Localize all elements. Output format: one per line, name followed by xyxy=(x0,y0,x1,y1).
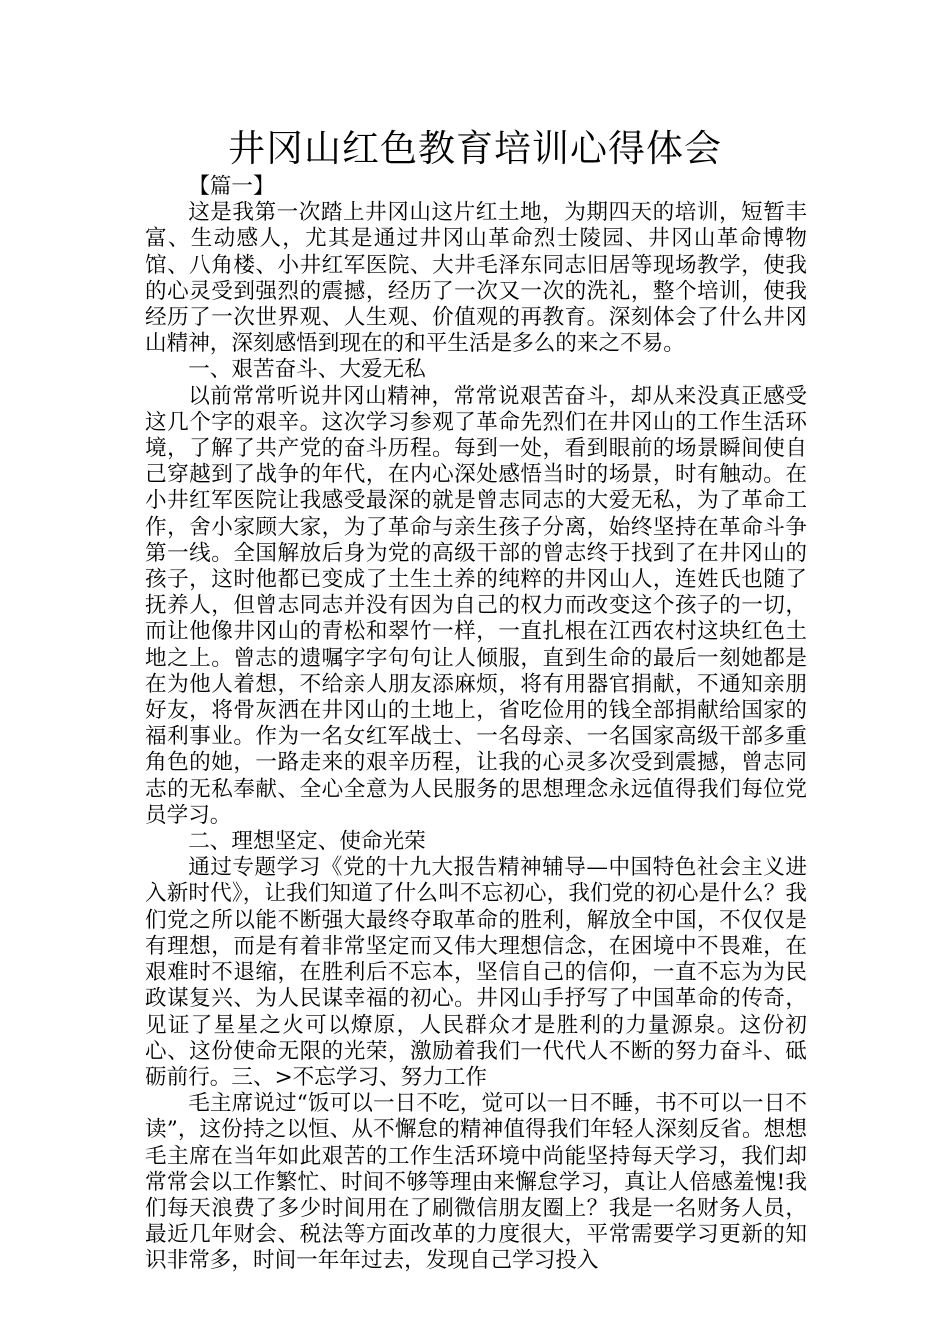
body-paragraph: 这是我第一次踏上井冈山这片红土地，为期四天的培训，短暂丰富、生动感人，尤其是通过井冈山革命烈士陵园、井冈山革命博物馆、八角楼、小井红军医院、大井毛泽东同志旧居等现场教学，使我的心灵受到强烈的震撼，经历了一次又一次的洗礼，整个培训，使我经历了一次世界观、人生观、价值观的再教育。深刻体会了什么井冈山精神，深刻感悟到现在的和平生活是多么的来之不易。 xyxy=(145,200,807,357)
section-heading: 二、理想坚定、使命光荣 xyxy=(188,829,426,855)
document-title: 井冈山红色教育培训心得体会 xyxy=(228,127,722,170)
body-paragraph: 毛主席说过“饭可以一日不吃，觉可以一日不睡，书不可以一日不读”，这份持之以恒、从不懈怠的精神值得我们年轻人深刻反省。想想毛主席在当年如此艰苦的工作生活环境中尚能坚持每天学习，我们却常常会以工作繁忙、时间不够等理由来懈怠学习，真让人倍感羞愧!我们每天浪费了多少时间用在了刷微信朋友圈上？我是一名财务人员，最近几年财会、税法等方面改革的力度很大，平常需要学习更新的知识非常多，时间一年年过去，发现自己学习投入 xyxy=(145,1091,807,1274)
section-label: 【篇一】 xyxy=(188,174,275,199)
body-paragraph: 以前常常听说井冈山精神，常常说艰苦奋斗，却从来没真正感受这几个字的艰辛。这次学习参观了革命先烈们在井冈山的工作生活环境，了解了共产党的奋斗历程。每到一处，看到眼前的场景瞬间使自己穿越到了战争的年代，在内心深处感悟当时的场景，时有触动。在小井红军医院让我感受最深的就是曾志同志的大爱无私，为了革命工作，舍小家顾大家，为了革命与亲生孩子分离，始终坚持在革命斗争第一线。全国解放后身为党的高级干部的曾志终于找到了在井冈山的孩子，这时他都已变成了土生土养的纯粹的井冈山人，连姓氏也随了抚养人，但曾志同志并没有因为自己的权力而改变这个孩子的一切，而让他像井冈山的青松和翠竹一样，一直扎根在江西农村这块红色土地之上。曾志的遗嘱字字句句让人倾服，直到生命的最后一刻她都是在为他人着想，不给亲人朋友添麻烦，将有用器官捐献，不通知亲朋好友，将骨灰洒在井冈山的土地上，省吃俭用的钱全部捐献给国家的福利事业。作为一名女红军战士、一名母亲、一名国家高级干部多重角色的她，一路走来的艰辛历程，让我的心灵多次受到震撼，曾志同志的无私奉献、全心全意为人民服务的思想理念永远值得我们每位党员学习。 xyxy=(145,383,807,828)
body-paragraph: 通过专题学习《党的十九大报告精神辅导—中国特色社会主义进入新时代》，让我们知道了什么叫不忘初心，我们党的初心是什么？我们党之所以能不断强大最终夺取革命的胜利，解放全中国，不仅仅是有理想，而是有着非常坚定而又伟大理想信念，在困境中不畏难，在艰难时不退缩，在胜利后不忘本，坚信自己的信仰，一直不忘为为民政谋复兴、为人民谋幸福的初心。井冈山手抒写了中国革命的传奇，见证了星星之火可以燎原，人民群众才是胜利的力量源泉。这份初心、这份使命无限的光荣，激励着我们一代代人不断的努力奋斗、砥砺前行。三、>不忘学习、努力工作 xyxy=(145,855,807,1090)
section-heading: 一、艰苦奋斗、大爱无私 xyxy=(188,357,426,383)
document-body xyxy=(145,174,807,1275)
